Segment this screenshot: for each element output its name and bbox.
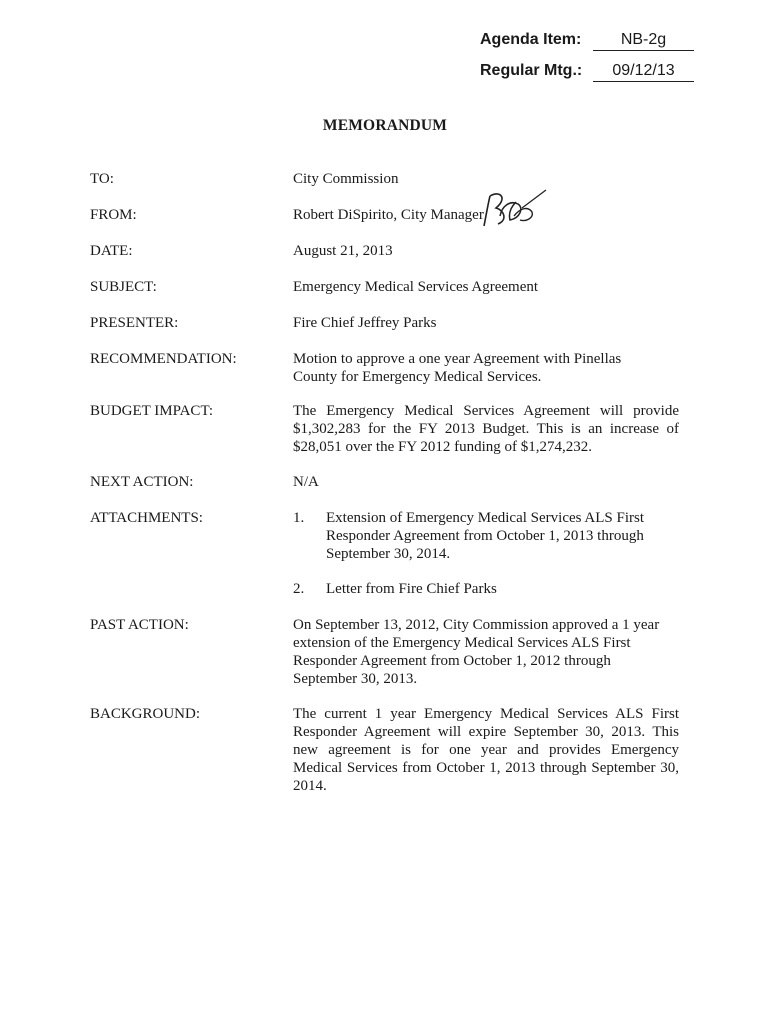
to-label: TO:: [90, 171, 114, 187]
background-label: BACKGROUND:: [90, 706, 201, 722]
past-action-label: PAST ACTION:: [90, 617, 189, 633]
attachment-item: [293, 509, 653, 563]
from-label: FROM:: [90, 207, 137, 223]
agenda-item-value: NB-2g: [593, 31, 694, 51]
past-action-value: On September 13, 2012, City Commission approved a 1 year extension of the Emergency Medical Services ALS First Responder Agreement from October 1, 2012 through September 30, 2013.: [293, 617, 660, 687]
budget-impact-value: The Emergency Medical Services Agreement will provide $1,302,283 for the FY 2013 Budget. This is an increase of $28,051 over the FY 2012 funding of $1,274,232.: [293, 403, 679, 455]
meeting-date-label: Regular Mtg.:: [480, 62, 583, 79]
background-value: The current 1 year Emergency Medical Services ALS First Responder Agreement will expire September 30, 2013. This new agreement is for one year and provides Emergency Medical Services from October 1, 2013 through September 30, 2014.: [293, 706, 679, 794]
attachment-number: 2.: [293, 581, 305, 597]
attachment-text: Extension of Emergency Medical Services ALS First Responder Agreement from October 1, 2013 through September 30, 2014.: [326, 510, 644, 562]
signature-initials: [478, 186, 548, 232]
subject-value: Emergency Medical Services Agreement: [293, 279, 539, 295]
next-action-label: NEXT ACTION:: [90, 474, 194, 490]
date-value: August 21, 2013: [293, 243, 393, 259]
presenter-value: Fire Chief Jeffrey Parks: [293, 315, 437, 331]
budget-impact-label: BUDGET IMPACT:: [90, 403, 214, 419]
agenda-item-label: Agenda Item:: [480, 31, 582, 48]
recommendation-label: RECOMMENDATION:: [90, 351, 237, 367]
date-label: DATE:: [90, 243, 133, 259]
to-value: City Commission: [293, 171, 399, 187]
attachments-list: [293, 509, 653, 598]
attachments-label: ATTACHMENTS:: [90, 510, 203, 526]
attachment-number: 1.: [293, 510, 305, 526]
presenter-label: PRESENTER:: [90, 315, 179, 331]
recommendation-value: Motion to approve a one year Agreement with Pinellas County for Emergency Medical Services.: [293, 351, 622, 385]
next-action-value: N/A: [293, 474, 319, 490]
attachment-text: Letter from Fire Chief Parks: [326, 581, 497, 597]
attachment-item: [293, 580, 653, 598]
meeting-date-value: 09/12/13: [593, 62, 694, 82]
memo-title: MEMORANDUM: [322, 117, 448, 134]
subject-label: SUBJECT:: [90, 279, 157, 295]
from-value: Robert DiSpirito, City Manager: [293, 207, 484, 223]
